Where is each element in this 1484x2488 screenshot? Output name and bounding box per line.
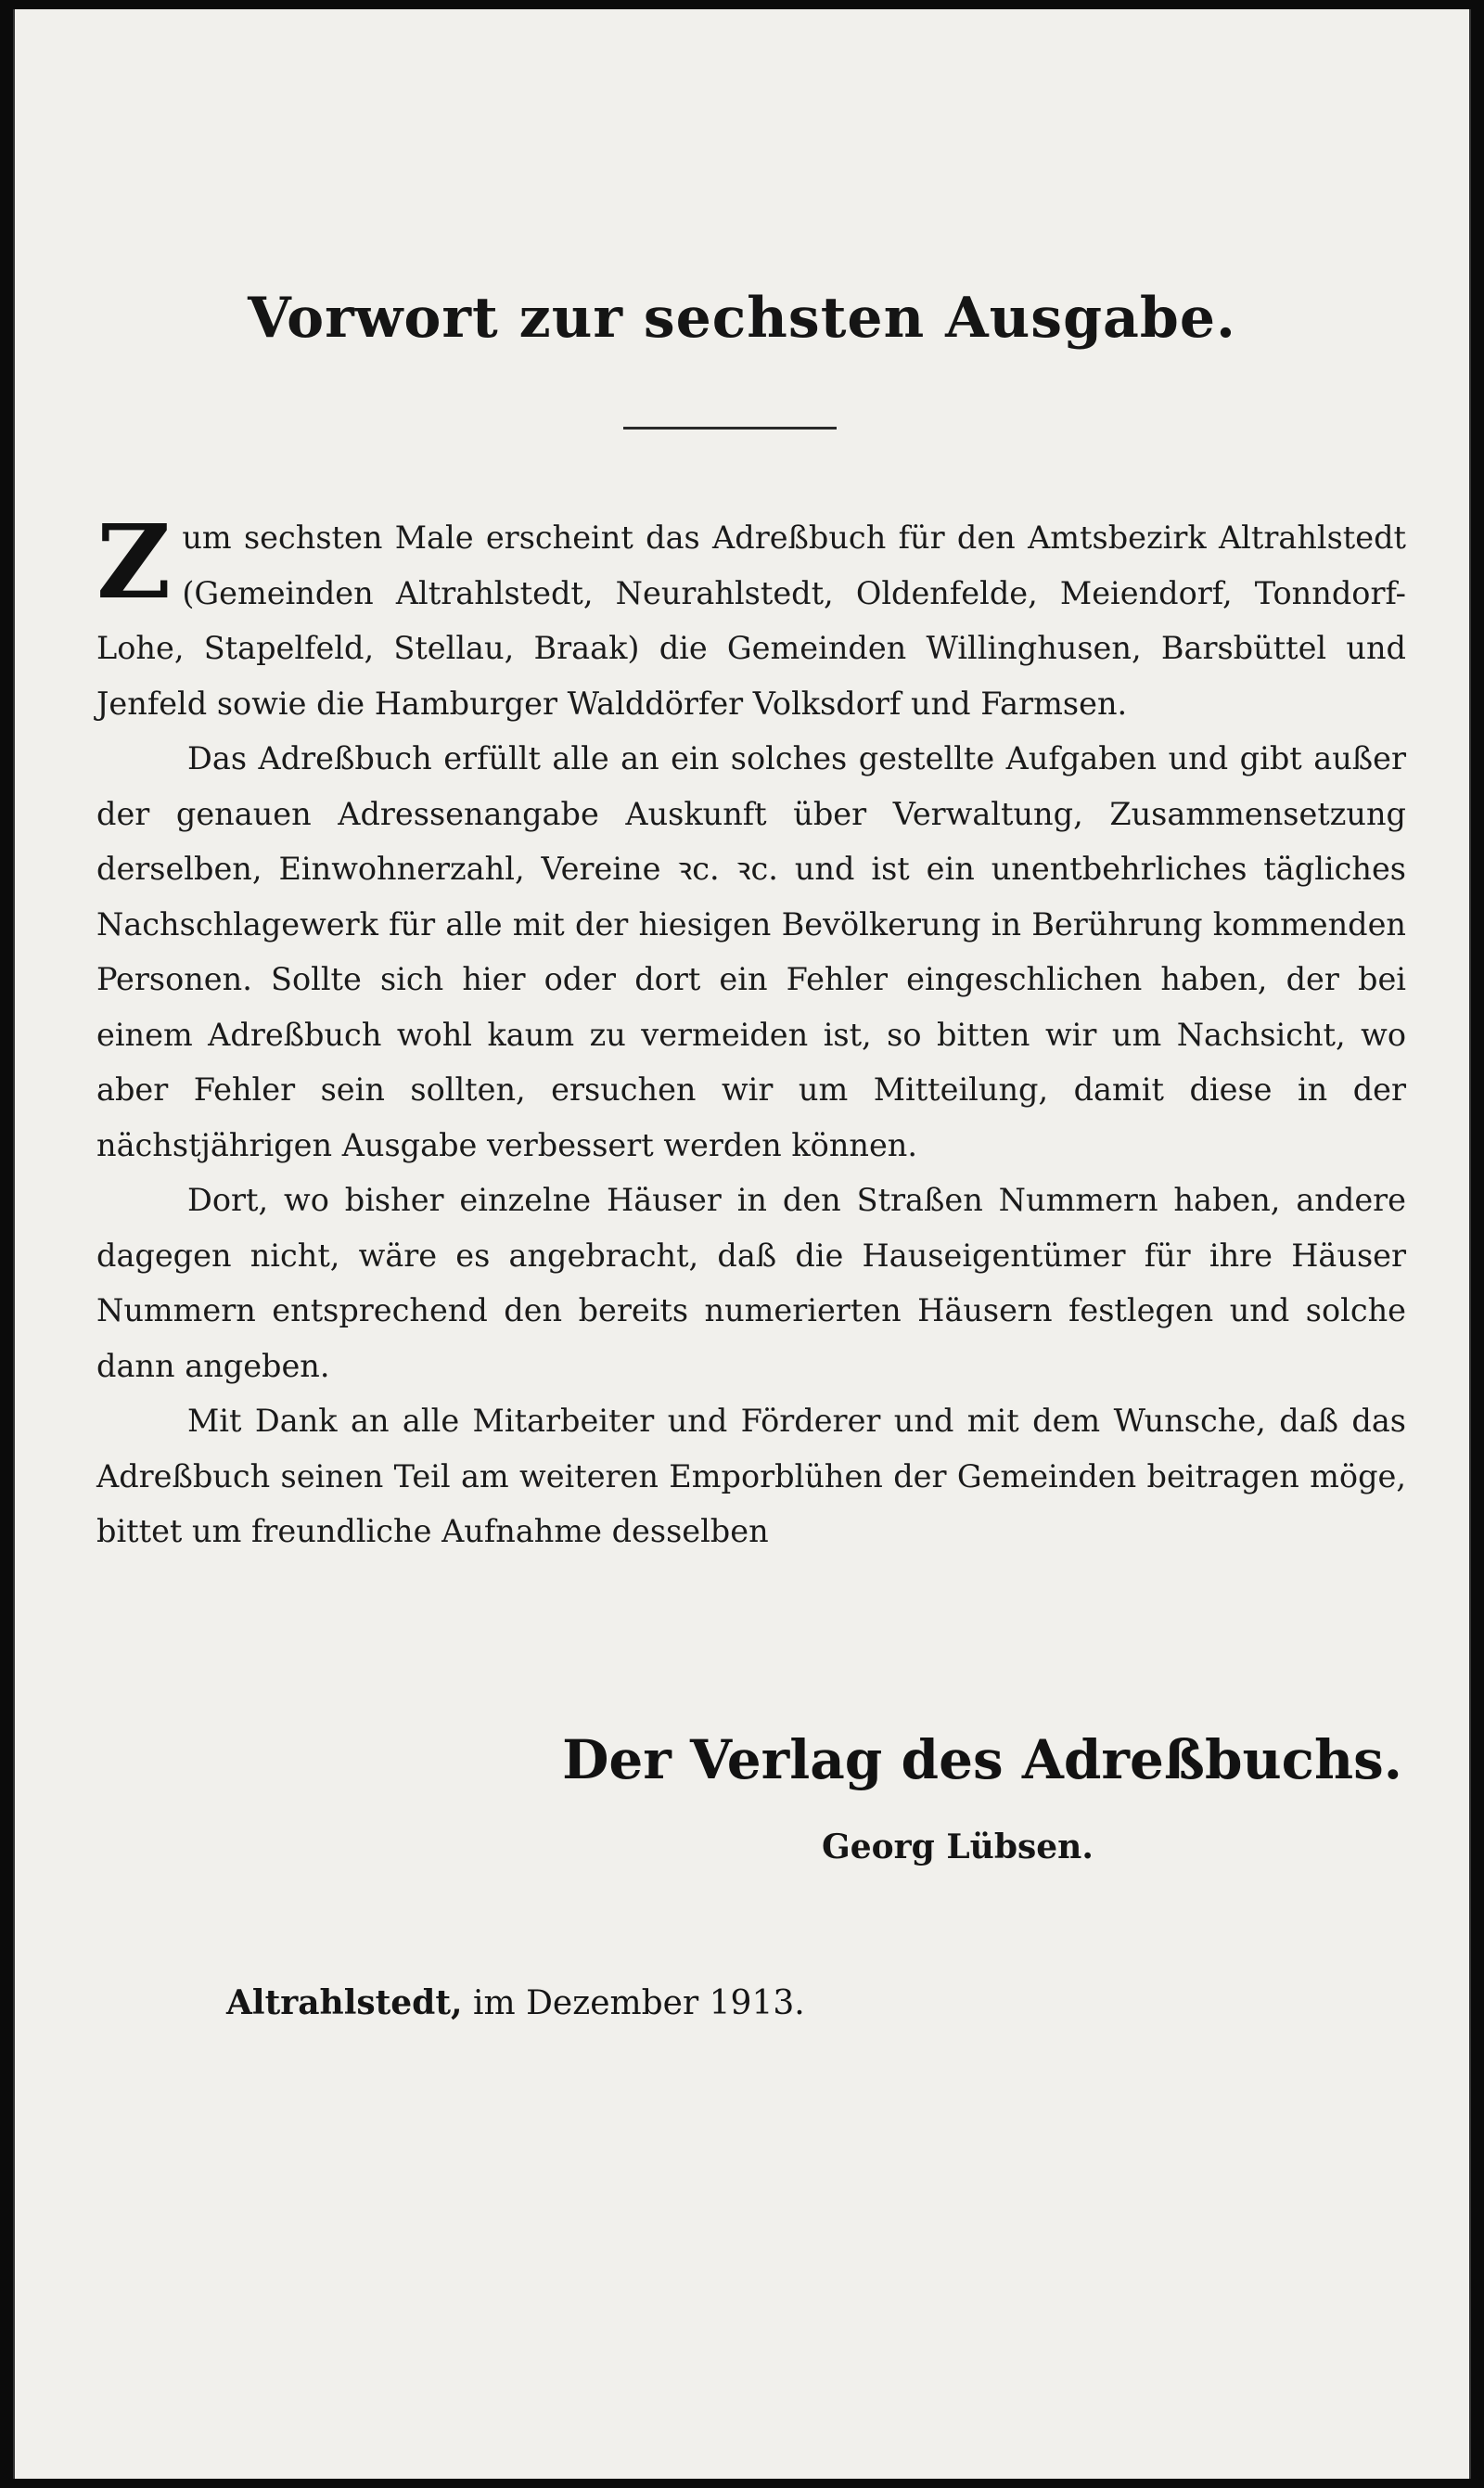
document-page bbox=[13, 9, 1471, 2479]
title-divider bbox=[623, 427, 837, 430]
paragraph-1-text: um sechsten Male erscheint das Adreßbuch für den Amtsbezirk Altrahlstedt (Gemeinden Altrahlstedt, Neurahlstedt, Oldenfelde, Meiendorf, Tonndorf-Lohe, Stapelfeld, Stellau, Braak) die Gemeinden Willinghusen, Barsbüttel und Jenfeld sowie die Hamburger Walddörfer Volksdorf und Farmsen. bbox=[96, 519, 1406, 722]
paragraph-1 bbox=[96, 502, 1406, 731]
dateline-place: Altrahlstedt, bbox=[226, 1983, 463, 2022]
foreword-body bbox=[96, 502, 1406, 1559]
dateline-date: im Dezember 1913. bbox=[472, 1984, 805, 2022]
signer-name: Georg Lübsen. bbox=[822, 1828, 1094, 1866]
paragraph-2: Das Adreßbuch erfüllt alle an ein solches gestellte Aufgaben und gibt außer der genauen Adressenangabe Auskunft über Verwaltung, Zusammensetzung derselben, Einwohnerzahl, Vereine ꝛc. ꝛc. und ist ein unentbehrliches tägliches Nachschlagewerk für alle mit der hiesigen Bevölkerung in Berührung kommenden Personen. Sollte sich hier oder dort ein Fehler eingeschlichen haben, der bei einem Adreßbuch wohl kaum zu vermeiden ist, so bitten wir um Nachsicht, wo aber Fehler sein sollten, ersuchen wir um Mitteilung, damit diese in der nächstjährigen Ausgabe verbessert werden können. bbox=[96, 740, 1406, 1163]
drop-cap: Z bbox=[96, 502, 172, 622]
page-title: Vorwort zur sechsten Ausgabe. bbox=[248, 286, 1236, 351]
publisher-signature: Der Verlag des Adreßbuchs. bbox=[562, 1728, 1402, 1791]
paragraph-3: Dort, wo bisher einzelne Häuser in den Straßen Nummern haben, andere dagegen nicht, wäre es angebracht, daß die Hauseigentümer für ihre Häuser Nummern entsprechend den bereits numerierten Häusern festlegen und solche dann angeben. bbox=[96, 1182, 1406, 1384]
dateline bbox=[226, 1983, 805, 2022]
paragraph-4: Mit Dank an alle Mitarbeiter und Förderer und mit dem Wunsche, daß das Adreßbuch seinen Teil am weiteren Emporblühen der Gemeinden beitragen möge, bittet um freundliche Aufnahme desselben bbox=[96, 1403, 1406, 1549]
